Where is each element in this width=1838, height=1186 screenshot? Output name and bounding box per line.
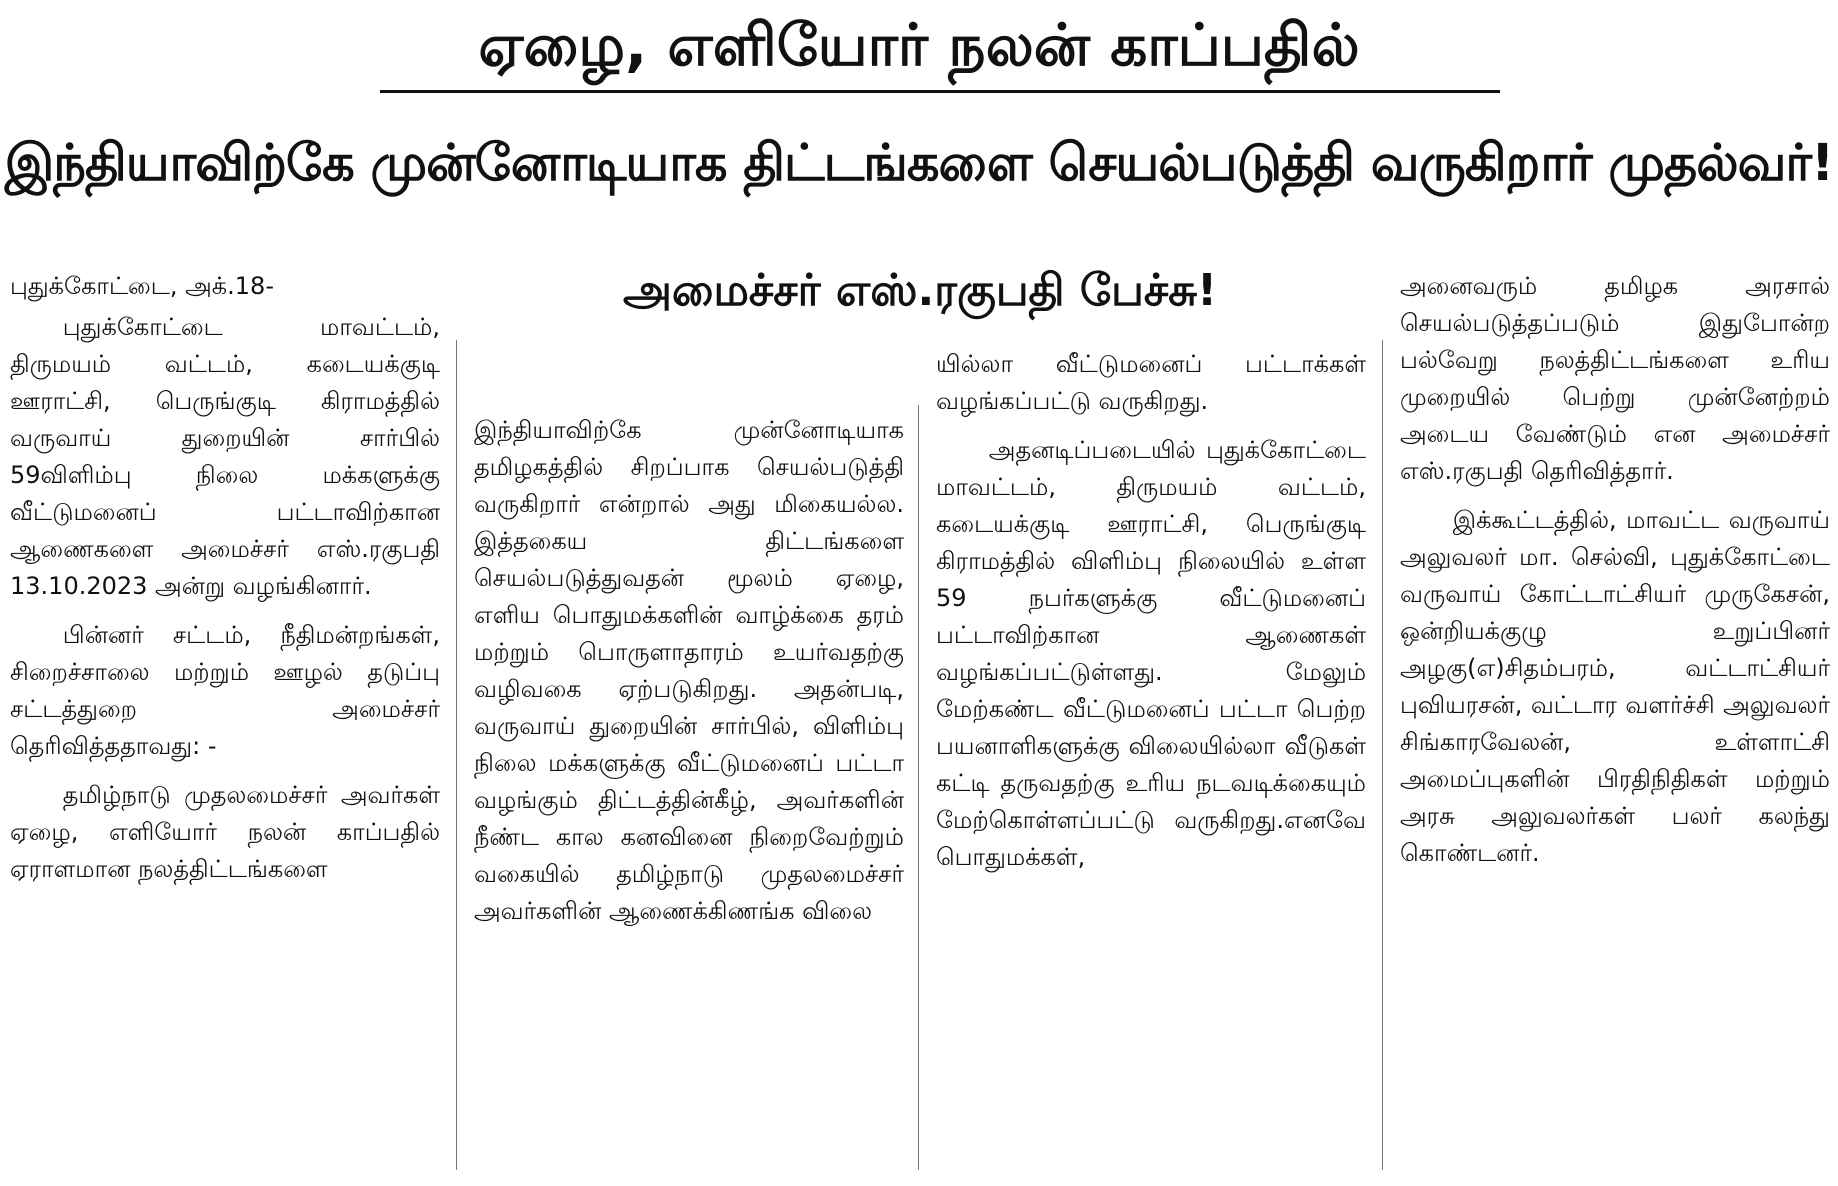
article-paragraph: தமிழ்நாடு முதலமைச்சர் அவர்கள் ஏழை, எளியோர் நலன் காப்பதில் ஏராளமான நலத்திட்டங்களை <box>10 781 440 883</box>
article-kicker: ஏழை, எளியோர் நலன் காப்பதில் <box>478 11 1360 79</box>
article-paragraph: அதனடிப்படையில் புதுக்கோட்டை மாவட்டம், திருமயம் வட்டம், கடையக்குடி ஊராட்சி, பெருங்குடி கிராமத்தில் விளிம்பு நிலையில் உள்ள 59 நபர்களுக்கு வீட்டுமனைப் பட்டாவிற்கான ஆணைகள் வழங்கப்பட்டுள்ளது. மேலும் மேற்கண்ட வீட்டுமனைப் பட்டா பெற்ற பயனாளிகளுக்கு விலையில்லா வீடுகள் கட்டி தருவதற்கு உரிய நடவடிக்கையும் மேற்கொள்ளப்பட்டு வருகிறது.எனவே பொதுமக்கள், <box>936 436 1366 871</box>
article-paragraph: புதுக்கோட்டை மாவட்டம், திருமயம் வட்டம், கடையக்குடி ஊராட்சி, பெருங்குடி கிராமத்தில் வருவாய் துறையின் சார்பில் 59விளிம்பு நிலை மக்களுக்கு வீட்டுமனைப் பட்டாவிற்கான ஆணைகளை அமைச்சர் எஸ்.ரகுபதி 13.10.2023 அன்று வழங்கினார். <box>10 313 440 600</box>
column-divider <box>918 405 919 1170</box>
article-paragraph: பின்னர் சட்டம், நீதிமன்றங்கள், சிறைச்சாலை மற்றும் ஊழல் தடுப்பு சட்டத்துறை அமைச்சர் தெரிவித்ததாவது: - <box>10 621 440 760</box>
kicker-rule <box>380 90 1500 93</box>
article-headline: இந்தியாவிற்கே முன்னோடியாக திட்டங்களை செயல்படுத்தி வருகிறார் முதல்வர்! <box>4 134 1834 193</box>
article-subhead: அமைச்சர் எஸ்.ரகுபதி பேச்சு! <box>622 265 1218 316</box>
article-column-1 <box>10 268 440 1168</box>
article-column-4 <box>1400 268 1830 1178</box>
article-paragraph: இந்தியாவிற்கே முன்னோடியாக தமிழகத்தில் சிறப்பாக செயல்படுத்தி வருகிறார் என்றால் அது மிகையல்ல. இத்தகைய திட்டங்களை செயல்படுத்துவதன் மூலம் ஏழை, எளிய பொதுமக்களின் வாழ்க்கை தரம் மற்றும் பொருளாதாரம் உயர்வதற்கு வழிவகை ஏற்படுகிறது. அதன்படி, வருவாய் துறையின் சார்பில், விளிம்பு நிலை மக்களுக்கு வீட்டுமனைப் பட்டா வழங்கும் திட்டத்தின்கீழ், அவர்களின் நீண்ட கால கனவினை நிறைவேற்றும் வகையில் தமிழ்நாடு முதலமைச்சர் அவர்களின் ஆணைக்கிணங்க விலை <box>474 416 904 925</box>
column-divider <box>456 340 457 1170</box>
column-divider <box>1382 340 1383 1170</box>
article-paragraph: யில்லா வீட்டுமனைப் பட்டாக்கள் வழங்கப்பட்டு வருகிறது. <box>936 350 1366 415</box>
article-dateline: புதுக்கோட்டை, அக்.18- <box>10 272 274 300</box>
article-paragraph: அனைவரும் தமிழக அரசால் செயல்படுத்தப்படும் இதுபோன்ற பல்வேறு நலத்திட்டங்களை உரிய முறையில் பெற்று முன்னேற்றம் அடைய வேண்டும் என அமைச்சர் எஸ்.ரகுபதி தெரிவித்தார். <box>1400 272 1830 485</box>
article-column-2 <box>474 412 904 1172</box>
article-column-3 <box>936 346 1366 1176</box>
article-paragraph: இக்கூட்டத்தில், மாவட்ட வருவாய் அலுவலர் மா. செல்வி, புதுக்கோட்டை வருவாய் கோட்டாட்சியர் முருகேசன், ஒன்றியக்குழு உறுப்பினர் அழகு(எ)சிதம்பரம், வட்டாட்சியர் புவியரசன், வட்டார வளர்ச்சி அலுவலர் சிங்காரவேலன், உள்ளாட்சி அமைப்புகளின் பிரதிநிதிகள் மற்றும் அரசு அலுவலர்கள் பலர் கலந்து கொண்டனர். <box>1400 506 1830 867</box>
